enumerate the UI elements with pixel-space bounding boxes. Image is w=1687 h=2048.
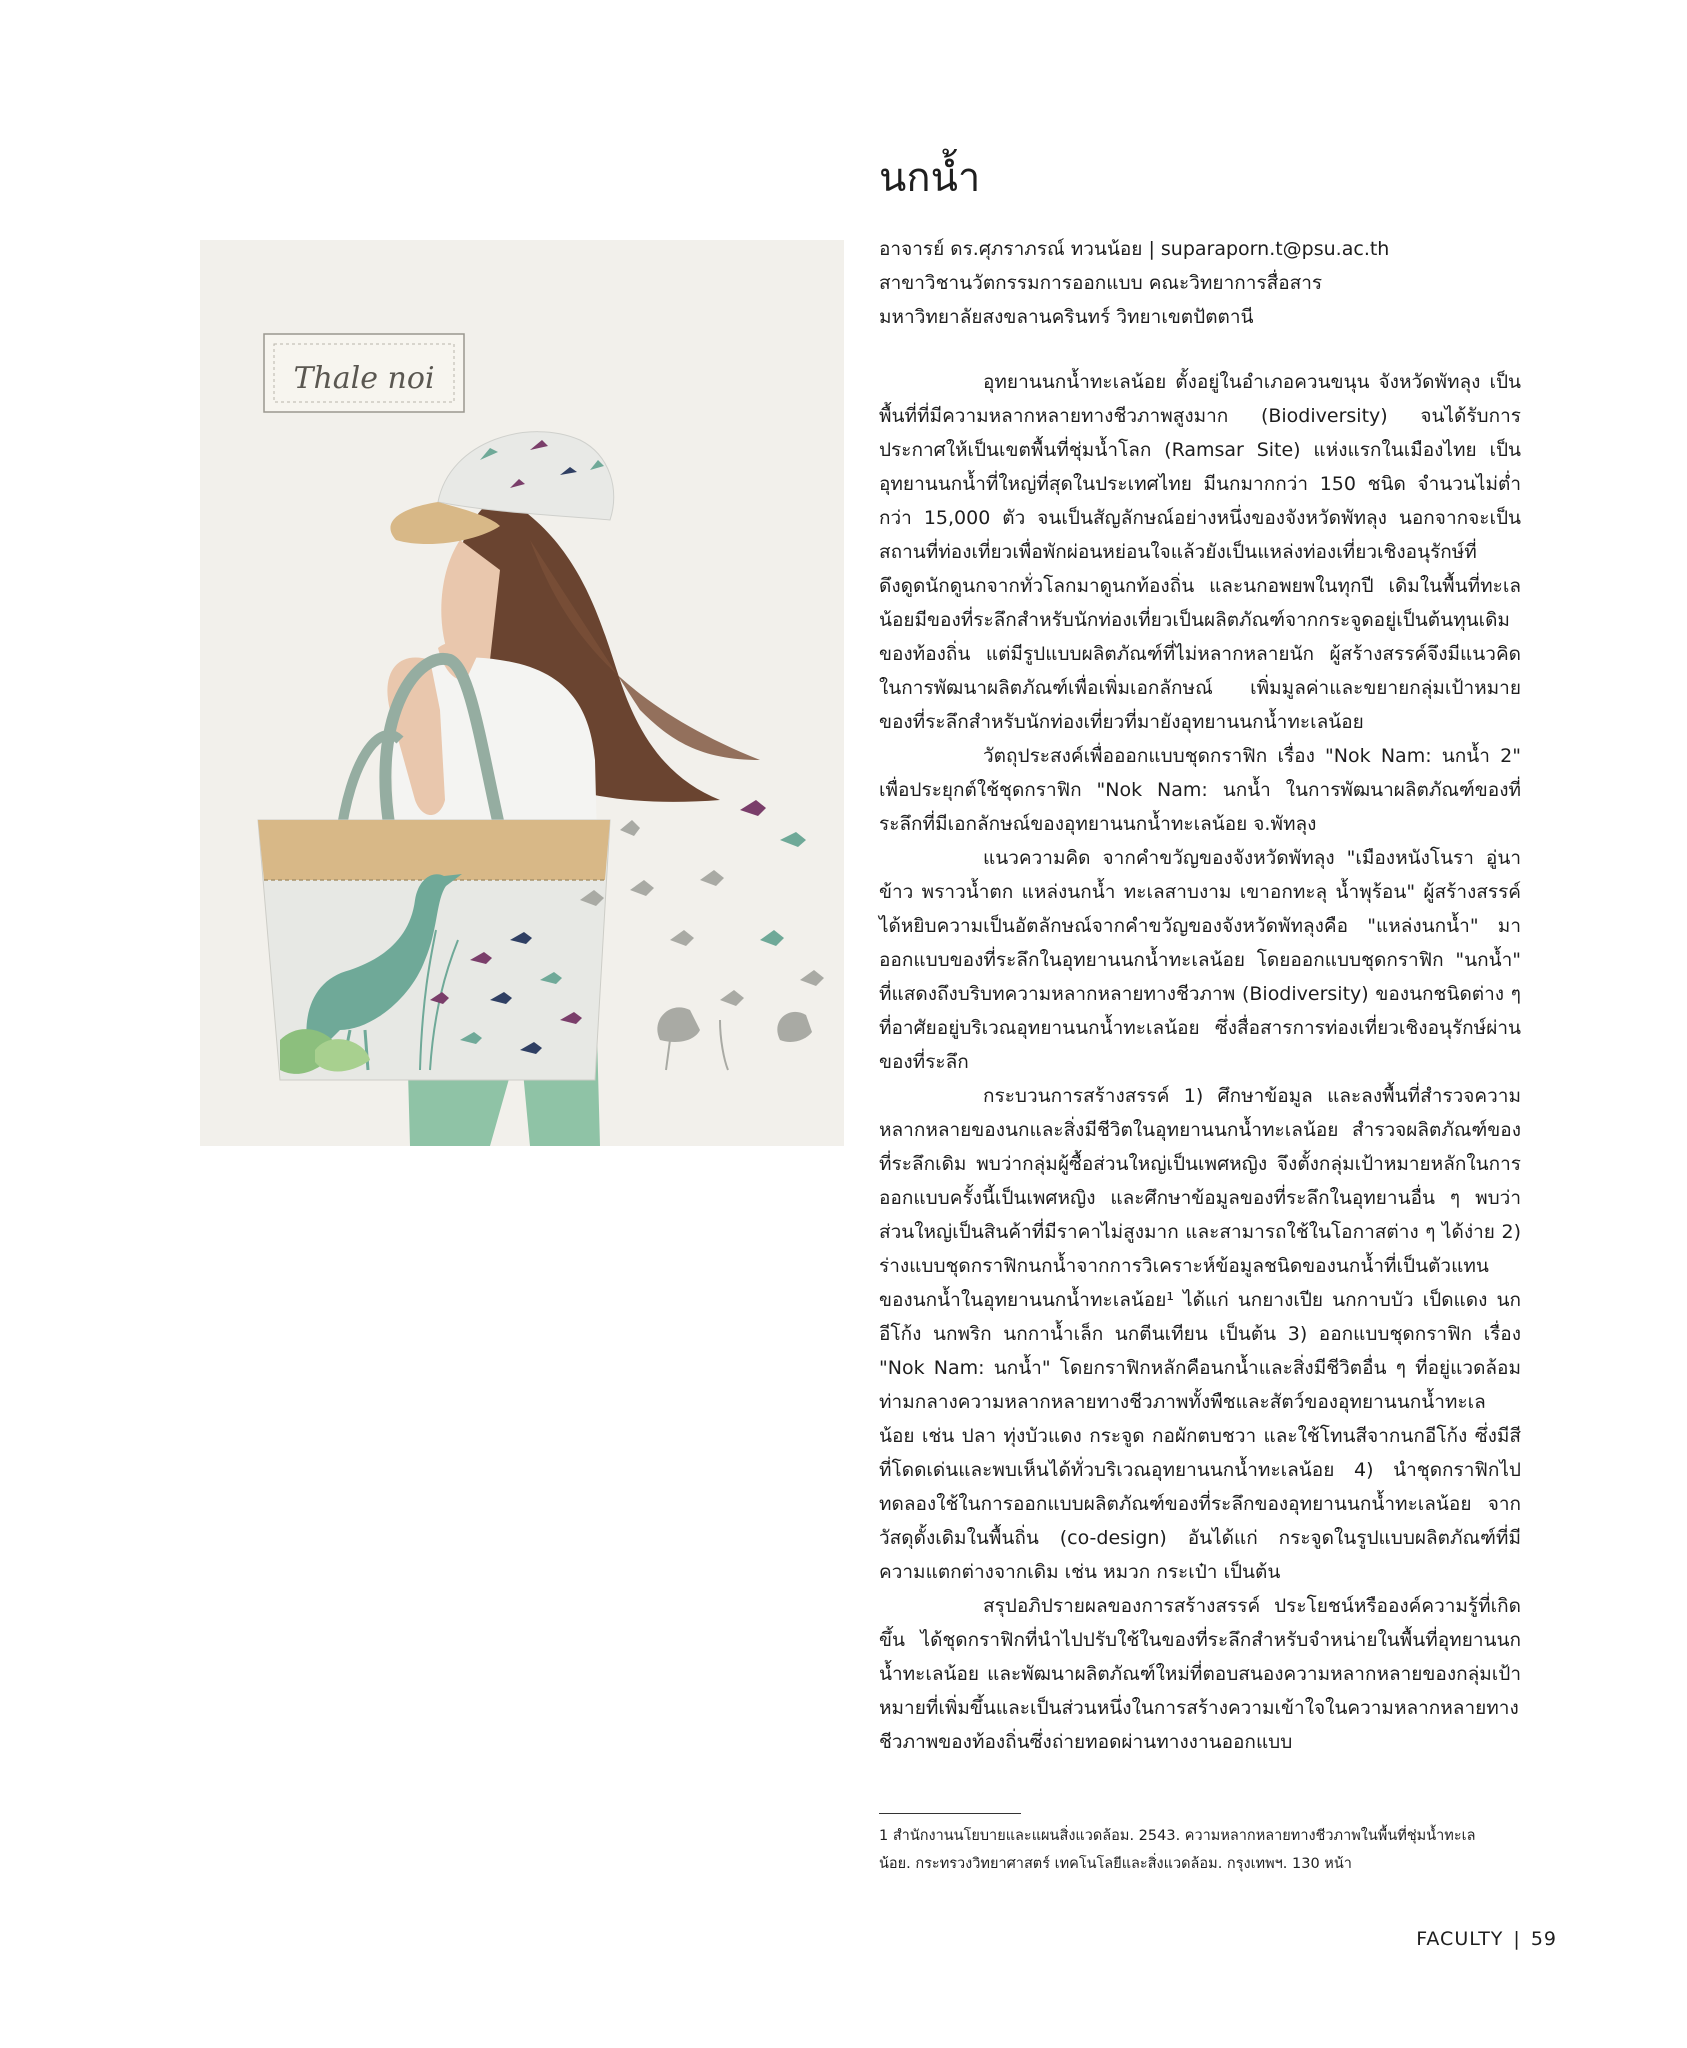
- folio-separator: |: [1513, 1928, 1521, 1950]
- footnote-line-1: 1 สำนักงานนโยบายและแผนสิ่งแวดล้อม. 2543. ความหลากหลายทางชีวภาพในพื้นที่ชุ่มน้ำทะเล: [879, 1828, 1476, 1844]
- paragraph-objective: วัตถุประสงค์เพื่อออกแบบชุดกราฟิก เรื่อง "Nok Nam: นกน้ำ 2" เพื่อประยุกต์ใช้ชุดกราฟิก "Nok Nam: นกน้ำ ในการพัฒนาผลิตภัณฑ์ของที่ระลึกที่มีเอกลักษณ์ของอุทยานนกน้ำทะเลน้อย จ.พัทลุง: [879, 745, 1521, 835]
- university-line: มหาวิทยาลัยสงขลานครินทร์ วิทยาเขตปัตตานี: [879, 306, 1254, 328]
- paragraph-conclusion: สรุปอภิปรายผลของการสร้างสรรค์ ประโยชน์หรือองค์ความรู้ที่เกิดขึ้น ได้ชุดกราฟิกที่นำไปปรับใช้ในของที่ระลึกสำหรับจำหน่ายในพื้นที่อุทยานนกน้ำทะเลน้อย และพัฒนาผลิตภัณฑ์ใหม่ที่ตอบสนองความหลากหลายของกลุ่มเป้าหมายที่เพิ่มขึ้นและเป็นส่วนหนึ่งในการสร้างความเข้าใจในความหลากหลายทางชีวภาพของท้องถิ่นซึ่งถ่ายทอดผ่านทางงานออกแบบ: [879, 1595, 1521, 1753]
- article-title: นกน้ำ: [879, 155, 981, 201]
- footnote: [879, 1822, 1521, 1878]
- author-block: [879, 232, 1521, 334]
- paragraph-process: กระบวนการสร้างสรรค์ 1) ศึกษาข้อมูล และลงพื้นที่สำรวจความหลากหลายของนกและสิ่งมีชีวิตในอุทยานนกน้ำทะเลน้อย สำรวจผลิตภัณฑ์ของที่ระลึกเดิม พบว่ากลุ่มผู้ซื้อส่วนใหญ่เป็นเพศหญิง จึงตั้งกลุ่มเป้าหมายหลักในการออกแบบครั้งนี้เป็นเพศหญิง และศึกษาข้อมูลของที่ระลึกในอุทยานอื่น ๆ พบว่าส่วนใหญ่เป็นสินค้าที่มีราคาไม่สูงมาก และสามารถใช้ในโอกาสต่าง ๆ ได้ง่าย 2) ร่างแบบชุดกราฟิกนกน้ำจากการวิเคราะห์ข้อมูลชนิดของนกน้ำที่เป็นตัวแทนของนกน้ำในอุทยานนกน้ำทะเลน้อย¹ ได้แก่ นกยางเปีย นกกาบบัว เป็ดแดง นกอีโก้ง นกพริก นกกาน้ำเล็ก นกตีนเทียน เป็นต้น 3) ออกแบบชุดกราฟิก เรื่อง "Nok Nam: นกน้ำ" โดยกราฟิกหลักคือนกน้ำและสิ่งมีชีวิตอื่น ๆ ที่อยู่แวดล้อมท่ามกลางความหลากหลายทางชีวภาพทั้งพืชและสัตว์ของอุทยานนกน้ำทะเลน้อย เช่น ปลา ทุ่งบัวแดง กระจูด กอผักตบชวา และใช้โทนสีจากนกอีโก้ง ซึ่งมีสีที่โดดเด่นและพบเห็นได้ทั่วบริเวณอุทยานนกน้ำทะเลน้อย 4) นำชุดกราฟิกไปทดลองใช้ในการออกแบบผลิตภัณฑ์ของที่ระลึกของอุทยานนกน้ำทะเลน้อย จากวัสดุดั้งเดิมในพื้นถิ่น (co-design) อันได้แก่ กระจูดในรูปแบบผลิตภัณฑ์ที่มีความแตกต่างจากเดิม เช่น หมวก กระเป๋า เป็นต้น: [879, 1085, 1521, 1583]
- thale-noi-text: Thale noi: [293, 361, 435, 396]
- footnote-divider: [879, 1813, 1021, 1814]
- department-line: สาขาวิชานวัตกรรมการออกแบบ คณะวิทยาการสื่อสาร: [879, 272, 1323, 294]
- article-body: [879, 365, 1521, 1759]
- author-line: อาจารย์ ดร.ศุภราภรณ์ ทวนน้อย | suparaporn.t@psu.ac.th: [879, 238, 1390, 260]
- paragraph-concept: แนวความคิด จากคำขวัญของจังหวัดพัทลุง "เมืองหนังโนรา อู่นาข้าว พราวน้ำตก แหล่งนกน้ำ ทะเลสาบงาม เขาอกทะลุ น้ำพุร้อน" ผู้สร้างสรรค์ได้หยิบความเป็นอัตลักษณ์จากคำขวัญของจังหวัดพัทลุงคือ "แหล่งนกน้ำ" มาออกแบบของที่ระลึกในอุทยานนกน้ำทะเลน้อย โดยออกแบบชุดกราฟิก "นกน้ำ" ที่แสดงถึงบริบทความหลากหลายทางชีวภาพ (Biodiversity) ของนกชนิดต่าง ๆ ที่อาศัยอยู่บริเวณอุทยานนกน้ำทะเลน้อย ซึ่งสื่อสารการท่องเที่ยวเชิงอนุรักษ์ผ่านของที่ระลึก: [879, 847, 1521, 1073]
- footnote-line-2: น้อย. กระทรวงวิทยาศาสตร์ เทคโนโลยีและสิ่งแวดล้อม. กรุงเทพฯ. 130 หน้า: [879, 1856, 1352, 1872]
- photo-illustration: [200, 240, 844, 1146]
- folio-section: FACULTY: [1416, 1928, 1504, 1950]
- thale-noi-label: [264, 334, 464, 412]
- page-folio: [1416, 1928, 1557, 1950]
- page-number: 59: [1530, 1928, 1557, 1950]
- tote-bag: [258, 820, 610, 1080]
- product-photo: [200, 240, 844, 1146]
- paragraph-intro: อุทยานนกน้ำทะเลน้อย ตั้งอยู่ในอำเภอควนขนุน จังหวัดพัทลุง เป็นพื้นที่ที่มีความหลากหลายทางชีวภาพสูงมาก (Biodiversity) จนได้รับการประกาศให้เป็นเขตพื้นที่ชุ่มน้ำโลก (Ramsar Site) แห่งแรกในเมืองไทย เป็นอุทยานนกน้ำที่ใหญ่ที่สุดในประเทศไทย มีนกมากกว่า 150 ชนิด จำนวนไม่ต่ำกว่า 15,000 ตัว จนเป็นสัญลักษณ์อย่างหนึ่งของจังหวัดพัทลุง นอกจากจะเป็นสถานที่ท่องเที่ยวเพื่อพักผ่อนหย่อนใจแล้วยังเป็นแหล่งท่องเที่ยวเชิงอนุรักษ์ที่ดึงดูดนักดูนกจากทั่วโลกมาดูนกท้องถิ่น และนกอพยพในทุกปี เดิมในพื้นที่ทะเลน้อยมีของที่ระลึกสำหรับนักท่องเที่ยวเป็นผลิตภัณฑ์จากกระจูดอยู่เป็นต้นทุนเดิมของท้องถิ่น แต่มีรูปแบบผลิตภัณฑ์ที่ไม่หลากหลายนัก ผู้สร้างสรรค์จึงมีแนวคิดในการพัฒนาผลิตภัณฑ์เพื่อเพิ่มเอกลักษณ์ เพิ่มมูลค่าและขยายกลุ่มเป้าหมายของที่ระลึกสำหรับนักท่องเที่ยวที่มายังอุทยานนกน้ำทะเลน้อย: [879, 371, 1521, 733]
